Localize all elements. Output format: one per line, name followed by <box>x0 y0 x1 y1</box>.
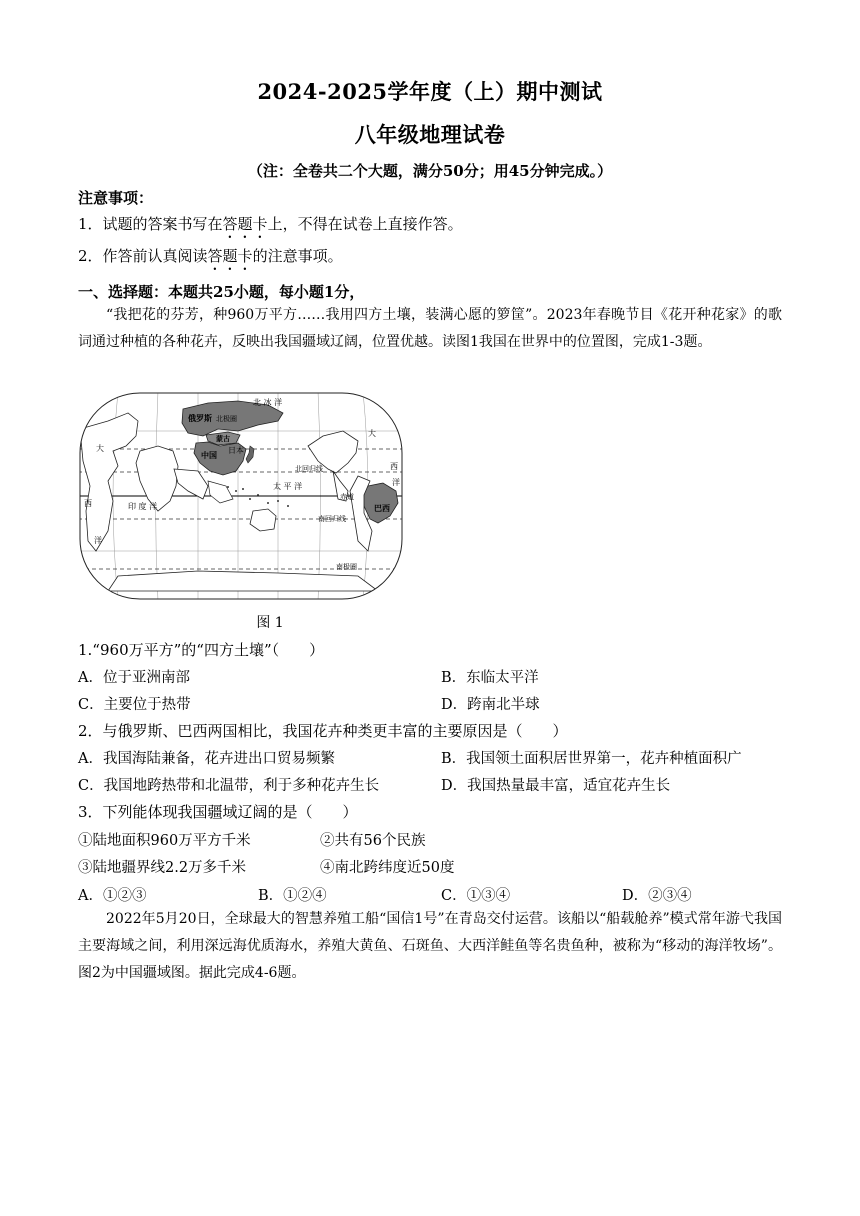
question-1-stem: 1.“960万平方”的“四方土壤”（ ） <box>78 641 325 659</box>
q2-option-d[interactable]: D．我国热量最丰富，适宜花卉生长 <box>441 778 671 794</box>
question-3-stem: 3．下列能体现我国疆域辽阔的是（ ） <box>78 803 358 821</box>
label-ocean-left: 洋 <box>94 536 102 545</box>
label-da-left: 大 <box>96 444 104 453</box>
q1-option-b[interactable]: B．东临太平洋 <box>441 670 539 686</box>
q3-option-d[interactable]: D．②③④ <box>622 888 692 904</box>
question-2-stem: 2．与俄罗斯、巴西两国相比，我国花卉种类更丰富的主要原因是（ ） <box>78 722 568 740</box>
answer-card-emphasis: 答题卡 <box>222 215 268 233</box>
q3-statement-2: ②共有56个民族 <box>320 833 426 849</box>
label-arctic-circle: 北极圈 <box>216 415 237 423</box>
label-russia: 俄罗斯 <box>188 414 212 423</box>
label-equator: 赤道 <box>340 493 354 501</box>
q1-option-a[interactable]: A．位于亚洲南部 <box>78 670 190 686</box>
label-pacific-ocean: 太 平 洋 <box>273 482 303 491</box>
label-china: 中国 <box>201 451 217 460</box>
label-tropic-of-capricorn: 南回归线 <box>318 515 346 523</box>
label-indian-ocean: 印 度 洋 <box>128 502 158 511</box>
exam-title: 2024-2025学年度（上）期中测试 <box>257 79 603 104</box>
instructions-heading: 注意事项： <box>78 189 154 207</box>
section1-intro-2: 2022年5月20日，全球最大的智慧养殖工船“国信1号”在青岛交付运营。该船以“船载舱养”模式常年游弋我国主要海域之间，利用深远海优质海水，养殖大黄鱼、石斑鱼、大西洋鲑鱼等名贵鱼种，被称为“移动的海洋牧场”。图2为中国疆域图。据此完成4-6题。 <box>78 911 782 981</box>
label-west-left: 西 <box>84 499 92 508</box>
q3-statement-3: ③陆地疆界线2.2万多千米 <box>78 860 247 876</box>
q3-option-c[interactable]: C．①③④ <box>441 888 511 904</box>
q3-option-b[interactable]: B．①②④ <box>258 888 327 904</box>
q2-option-b[interactable]: B．我国领土面积居世界第一，花卉种植面积广 <box>441 751 742 767</box>
q3-statement-4: ④南北跨纬度近50度 <box>320 860 455 876</box>
label-japan: 日本 <box>228 446 244 455</box>
exam-note: （注：全卷共二个大题，满分50分；用45分钟完成。） <box>247 162 613 180</box>
q3-statement-1: ①陆地面积960万平方千米 <box>78 833 251 849</box>
label-west-right: 西 <box>390 462 398 471</box>
instruction-item-2: 2．作答前认真阅读答题卡的注意事项。 <box>78 247 343 265</box>
section1-heading: 一、选择题：本题共25小题，每小题1分， <box>78 283 365 301</box>
world-map-figure <box>78 391 404 601</box>
q3-option-a[interactable]: A．①②③ <box>78 888 147 904</box>
label-da-right: 大 <box>368 429 376 438</box>
label-tropic-of-cancer: 北回归线 <box>295 465 323 473</box>
exam-subtitle: 八年级地理试卷 <box>354 122 506 147</box>
label-ocean-right: 洋 <box>392 478 400 487</box>
label-arctic-ocean: 北 冰 洋 <box>253 398 283 407</box>
q2-option-a[interactable]: A．我国海陆兼备，花卉进出口贸易频繁 <box>78 751 335 767</box>
answer-card-emphasis: 答题卡 <box>207 247 253 265</box>
q2-option-c[interactable]: C．我国地跨热带和北温带，利于多种花卉生长 <box>78 778 380 794</box>
label-brazil: 巴西 <box>374 504 390 513</box>
label-mongolia: 蒙古 <box>216 435 230 443</box>
figure-1-caption: 图 1 <box>256 615 284 631</box>
label-antarctic-circle: 南极圈 <box>336 563 357 571</box>
instruction-item-1: 1．试题的答案书写在答题卡上，不得在试卷上直接作答。 <box>78 215 463 233</box>
section1-intro: “我把花的芬芳，种960万平方……我用四方土壤，装满心愿的箩筐”。2023年春晚节目《花开种花家》的歌词通过种植的各种花卉，反映出我国疆域辽阔，位置优越。读图1我国在世界中的位置图，完成1-3题。 <box>78 307 782 350</box>
q1-option-c[interactable]: C．主要位于热带 <box>78 697 191 713</box>
q1-option-d[interactable]: D．跨南北半球 <box>441 697 540 713</box>
